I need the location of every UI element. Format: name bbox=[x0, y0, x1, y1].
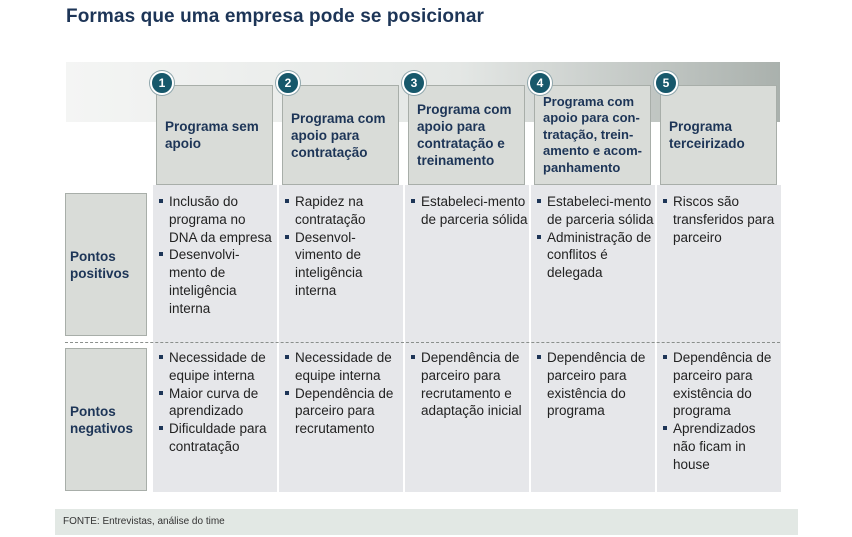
column-header-1: Programa sem apoio bbox=[156, 85, 273, 185]
column-header-4: Programa com apoio para con-tratação, trein-amento e acom-panhamento bbox=[534, 85, 651, 185]
list-item: Estabeleci-mento de parceria sólida bbox=[408, 193, 528, 229]
positivos-cell-1 bbox=[156, 193, 276, 318]
column-number-badge-2: 2 bbox=[276, 71, 300, 95]
column-number-badge-4: 4 bbox=[528, 71, 552, 95]
negativos-cell-1 bbox=[156, 349, 276, 456]
column-number-badge-1: 1 bbox=[150, 71, 174, 95]
list-item: Estabeleci-mento de parceria sólida bbox=[534, 193, 654, 229]
positivos-cell-2 bbox=[282, 193, 402, 300]
list-item: Inclusão do programa no DNA da empresa bbox=[156, 193, 276, 246]
row-label-negativos: Pontos negativos bbox=[65, 348, 147, 491]
list-item: Dependência de parceiro para existência do programa bbox=[534, 349, 654, 420]
page-title: Formas que uma empresa pode se posicionar bbox=[66, 6, 485, 27]
source-note: FONTE: Entrevistas, análise do time bbox=[55, 509, 798, 535]
column-header-5: Programa terceirizado bbox=[660, 85, 777, 185]
list-item: Desenvolvi-mento de inteligência interna bbox=[156, 246, 276, 317]
column-header-3: Programa com apoio para contratação e treinamento bbox=[408, 85, 525, 185]
list-item: Necessidade de equipe interna bbox=[282, 349, 402, 385]
list-item: Maior curva de aprendizado bbox=[156, 385, 276, 421]
positivos-cell-5 bbox=[660, 193, 780, 246]
list-item: Riscos são transferidos para parceiro bbox=[660, 193, 780, 246]
list-item: Dependência de parceiro para recrutamento e adaptação inicial bbox=[408, 349, 528, 420]
list-item: Dependência de parceiro para existência do programa bbox=[660, 349, 780, 420]
negativos-cell-2 bbox=[282, 349, 402, 438]
row-divider bbox=[65, 342, 780, 343]
column-background-3 bbox=[405, 185, 529, 492]
positivos-cell-4 bbox=[534, 193, 654, 282]
column-number-badge-5: 5 bbox=[654, 71, 678, 95]
column-header-2: Programa com apoio para contratação bbox=[282, 85, 399, 185]
list-item: Dependência de parceiro para recrutamento bbox=[282, 385, 402, 438]
row-label-positivos: Pontos positivos bbox=[65, 193, 147, 336]
list-item: Dificuldade para contratação bbox=[156, 420, 276, 456]
negativos-cell-3 bbox=[408, 349, 528, 420]
list-item: Administração de conflitos é delegada bbox=[534, 229, 654, 282]
negativos-cell-5 bbox=[660, 349, 780, 474]
list-item: Rapidez na contratação bbox=[282, 193, 402, 229]
negativos-cell-4 bbox=[534, 349, 654, 420]
positivos-cell-3 bbox=[408, 193, 528, 229]
list-item: Necessidade de equipe interna bbox=[156, 349, 276, 385]
column-number-badge-3: 3 bbox=[402, 71, 426, 95]
list-item: Aprendizados não ficam in house bbox=[660, 420, 780, 473]
list-item: Desenvol-vimento de inteligência interna bbox=[282, 229, 402, 300]
